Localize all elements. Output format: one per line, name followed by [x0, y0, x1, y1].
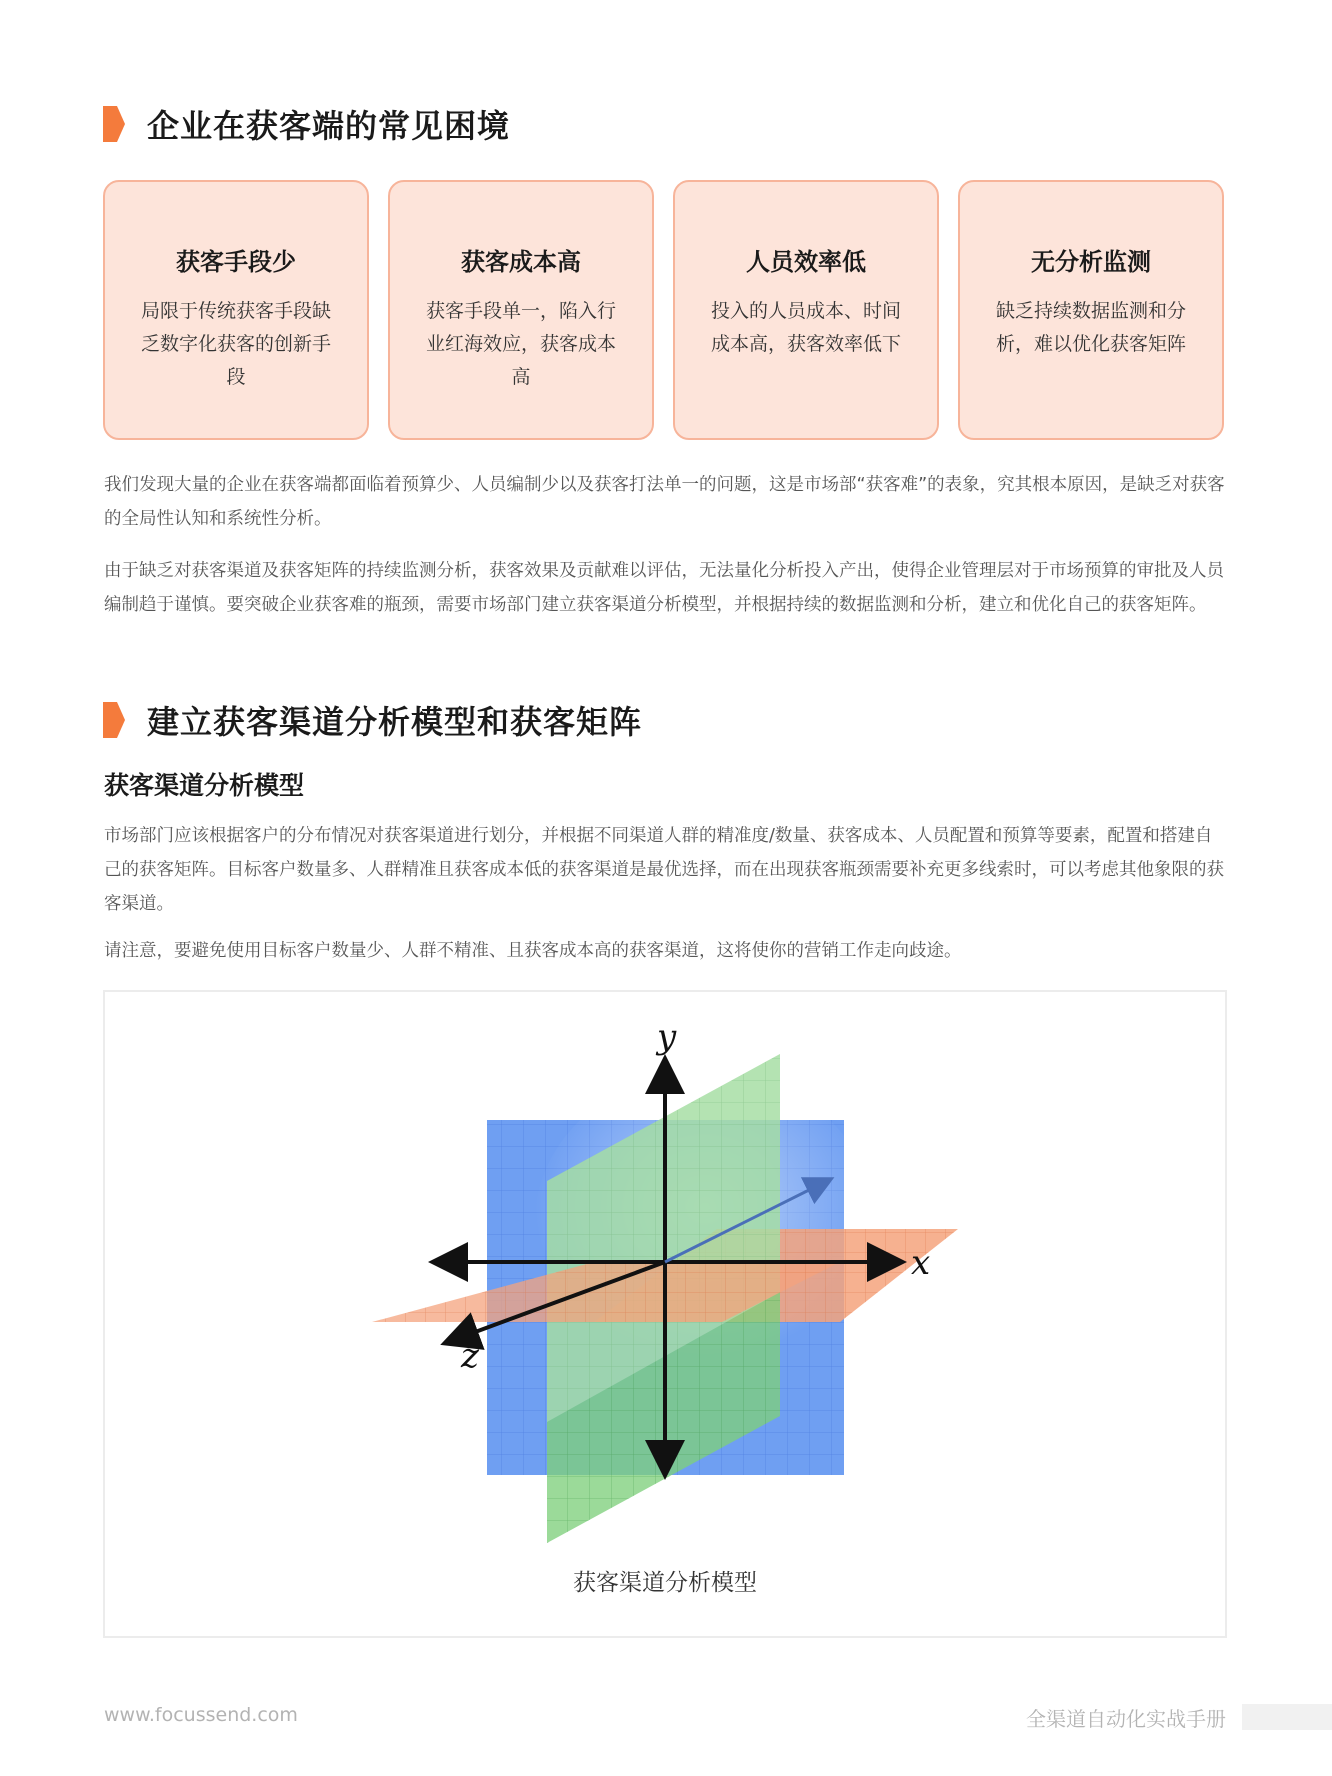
body-paragraph: 由于缺乏对获客渠道及获客矩阵的持续监测分析，获客效果及贡献难以评估，无法量化分析投入产出，使得企业管理层对于市场预算的审批及人员编制趋于谨慎。要突破企业获客难的瓶颈，需要市场部门建立获客渠道分析模型，并根据持续的数据监测和分析，建立和优化自己的获客矩阵。 — [104, 561, 1224, 615]
footer-doc-title: 全渠道自动化实战手册 — [1026, 1707, 1226, 1731]
figure-caption: 获客渠道分析模型 — [573, 1570, 757, 1596]
challenge-card — [388, 180, 654, 440]
card-title: 获客成本高 — [461, 248, 581, 276]
section-title: 企业在获客端的常见困境 — [147, 107, 511, 145]
channel-model-figure — [103, 990, 1227, 1638]
card-title: 人员效率低 — [746, 248, 866, 276]
card-body: 投入的人员成本、时间成本高，获客效率低下 — [710, 300, 901, 355]
card-body: 局限于传统获客手段缺乏数字化获客的创新手段 — [140, 300, 331, 388]
body-paragraph: 市场部门应该根据客户的分布情况对获客渠道进行划分，并根据不同渠道人群的精准度/数量、获客成本、人员配置和预算等要素，配置和搭建自己的获客矩阵。目标客户数量多、人群精准且获客成本低的获客渠道是最优选择，而在出现获客瓶颈需要补充更多线索时，可以考虑其他象限的获客渠道。 — [104, 826, 1224, 914]
challenge-card — [958, 180, 1224, 440]
footer-bar — [1242, 1704, 1332, 1730]
card-title: 无分析监测 — [1031, 248, 1151, 276]
challenge-cards — [103, 180, 1227, 442]
challenge-card — [103, 180, 369, 440]
card-body: 缺乏持续数据监测和分析，难以优化获客矩阵 — [995, 300, 1186, 355]
card-title: 获客手段少 — [176, 248, 296, 276]
card-body: 获客手段单一，陷入行业红海效应，获客成本高 — [425, 300, 616, 388]
section-heading-2 — [103, 698, 642, 742]
heading-marker-icon — [103, 106, 125, 142]
subsection-title: 获客渠道分析模型 — [104, 771, 305, 800]
axis-label-z: z — [461, 1336, 479, 1376]
challenge-card — [673, 180, 939, 440]
section-heading-1 — [103, 102, 510, 146]
three-axis-diagram — [105, 992, 1225, 1636]
body-paragraph: 我们发现大量的企业在获客端都面临着预算少、人员编制少以及获客打法单一的问题，这是市场部“获客难”的表象，究其根本原因，是缺乏对获客的全局性认知和系统性分析。 — [104, 475, 1225, 529]
body-paragraph: 请注意，要避免使用目标客户数量少、人群不精准、且获客成本高的获客渠道，这将使你的营销工作走向歧途。 — [104, 941, 962, 961]
section-title: 建立获客渠道分析模型和获客矩阵 — [147, 703, 643, 741]
heading-marker-icon — [103, 702, 125, 738]
axis-label-y: y — [657, 1017, 677, 1057]
axis-label-x: x — [911, 1243, 931, 1283]
footer-website: www.focussend.com — [104, 1704, 298, 1726]
